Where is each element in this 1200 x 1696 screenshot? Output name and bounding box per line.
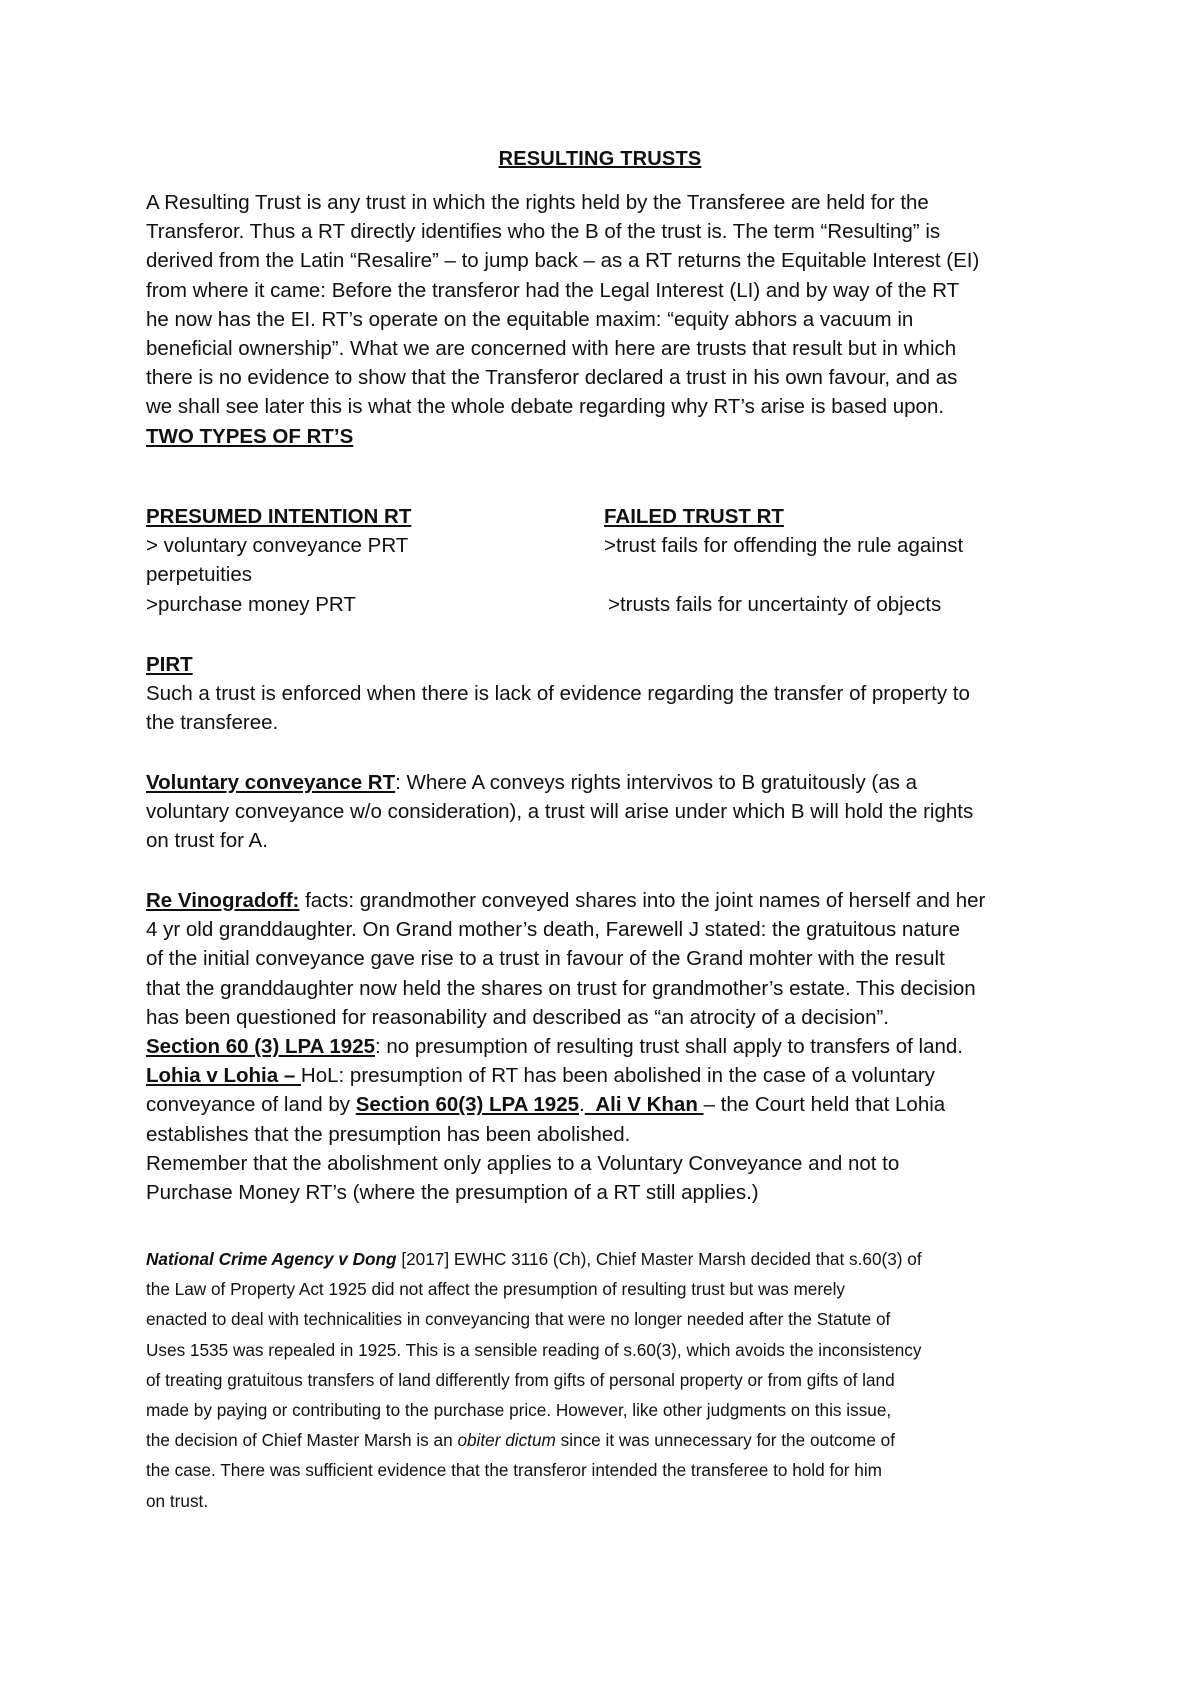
- lohia-text: HoL: presumption of RT has been abolished in the case of a voluntary: [300, 1064, 935, 1088]
- section60-line: [146, 1032, 1086, 1061]
- intro-line: beneficial ownership”. What we are concerned with here are trusts that result but in which: [146, 337, 957, 361]
- obiter-dictum: obiter dictum: [457, 1430, 556, 1451]
- nca-section: [146, 1244, 1086, 1516]
- vinogradoff-line: that the granddaughter now held the shares on trust for grandmother’s estate. This decision: [146, 976, 976, 1000]
- left-item-wrap: perpetuities: [146, 563, 252, 586]
- nca-line: [146, 1244, 1086, 1274]
- vinogradoff-case: Re Vinogradoff:: [146, 889, 300, 912]
- section60-label: Section 60 (3) LPA 1925: [146, 1035, 376, 1059]
- right-item-perpetuities: >trust fails for offending the rule against: [604, 534, 964, 557]
- pirt-line: Such a trust is enforced when there is lack of evidence regarding the transfer of property to: [146, 682, 970, 706]
- nca-line: Uses 1535 was repealed in 1925. This is a sensible reading of s.60(3), which avoids the inconsistency: [146, 1339, 922, 1360]
- intro-line: A Resulting Trust is any trust in which the rights held by the Transferee are held for the: [146, 191, 929, 214]
- pirt-heading: PIRT: [146, 653, 193, 676]
- intro-line: we shall see later this is what the whole debate regarding why RT’s arise is based upon.: [146, 395, 945, 419]
- vinogradoff-section: [146, 886, 1086, 1207]
- vinogradoff-line: has been questioned for reasonability and described as “an atrocity of a decision”.: [146, 1005, 890, 1029]
- ali-khan-case: Ali V Khan: [584, 1093, 704, 1117]
- left-item-purchase-money: >purchase money PRT: [146, 593, 356, 616]
- nca-text: since it was unnecessary for the outcome of: [555, 1430, 895, 1451]
- lohia-text: – the Court held that Lohia: [703, 1093, 946, 1117]
- vinogradoff-line: of the initial conveyance gave rise to a trust in favour of the Grand mohter with the result: [146, 947, 945, 971]
- nca-line: on trust.: [146, 1490, 209, 1511]
- lohia-line: establishes that the presumption has been abolished.: [146, 1122, 631, 1146]
- lohia-case: Lohia v Lohia –: [146, 1064, 301, 1088]
- nca-text: the decision of Chief Master Marsh is an: [146, 1430, 458, 1451]
- intro-line: from where it came: Before the transferor had the Legal Interest (LI) and by way of the RT: [146, 278, 960, 302]
- nca-line: the case. There was sufficient evidence that the transferor intended the transferee to hold for him: [146, 1460, 882, 1481]
- lohia-line: [146, 1061, 1086, 1090]
- voluntary-line: voluntary conveyance w/o consideration), a trust will arise under which B will hold the rights: [146, 800, 974, 824]
- voluntary-section: [146, 768, 1086, 856]
- lohia-dot: .: [579, 1093, 585, 1117]
- nca-case: National Crime Agency v Dong: [146, 1249, 397, 1269]
- voluntary-label: Voluntary conveyance RT: [146, 771, 396, 794]
- intro-line: Transferor. Thus a RT directly identifies who the B of the trust is. The term “Resulting” is: [146, 220, 941, 244]
- remember-line: Purchase Money RT’s (where the presumption of a RT still applies.): [146, 1181, 759, 1205]
- nca-line: the Law of Property Act 1925 did not affect the presumption of resulting trust but was merely: [146, 1279, 846, 1300]
- types-heading: TWO TYPES OF RT’S: [146, 424, 354, 448]
- voluntary-text: : Where A conveys rights intervivos to B gratuitously (as a: [395, 771, 917, 794]
- intro-line: he now has the EI. RT’s operate on the equitable maxim: “equity abhors a vacuum in: [146, 307, 914, 331]
- nca-line: of treating gratuitous transfers of land differently from gifts of personal property or from gifts of land: [146, 1369, 895, 1390]
- intro-line: there is no evidence to show that the Transferor declared a trust in his own favour, and as: [146, 366, 958, 390]
- failed-trust-heading: FAILED TRUST RT: [604, 505, 784, 528]
- vinogradoff-line: [146, 886, 1086, 915]
- nca-line: enacted to deal with technicalities in conveyancing that were no longer needed after the Statute of: [146, 1309, 891, 1330]
- intro-line: derived from the Latin “Resalire” – to jump back – as a RT returns the Equitable Interest (EI): [146, 249, 980, 273]
- section60-text: : no presumption of resulting trust shall apply to transfers of land.: [375, 1035, 963, 1059]
- vinogradoff-line: 4 yr old granddaughter. On Grand mother’s death, Farewell J stated: the gratuitous nature: [146, 918, 961, 942]
- section60-reference: Section 60(3) LPA 1925: [355, 1093, 580, 1117]
- presumed-intention-heading: PRESUMED INTENTION RT: [146, 505, 412, 528]
- lohia-text: conveyance of land by: [146, 1093, 356, 1117]
- nca-line: made by paying or contributing to the purchase price. However, like other judgments on this issue,: [146, 1400, 892, 1421]
- page-title: RESULTING TRUSTS: [498, 148, 702, 170]
- intro-paragraph: [146, 188, 1086, 451]
- lohia-line: [146, 1090, 1086, 1119]
- remember-line: Remember that the abolishment only applies to a Voluntary Conveyance and not to: [146, 1151, 900, 1175]
- nca-line: [146, 1425, 1086, 1455]
- pirt-section: [146, 650, 1086, 738]
- vinogradoff-text: facts: grandmother conveyed shares into the joint names of herself and her: [299, 889, 986, 912]
- pirt-line: the transferee.: [146, 711, 279, 735]
- left-item-voluntary: > voluntary conveyance PRT: [146, 534, 409, 557]
- right-item-uncertainty: >trusts fails for uncertainty of objects: [608, 593, 942, 616]
- voluntary-line: on trust for A.: [146, 829, 268, 853]
- voluntary-line: [146, 768, 1086, 797]
- nca-text: [2017] EWHC 3116 (Ch), Chief Master Marsh decided that s.60(3) of: [396, 1249, 922, 1269]
